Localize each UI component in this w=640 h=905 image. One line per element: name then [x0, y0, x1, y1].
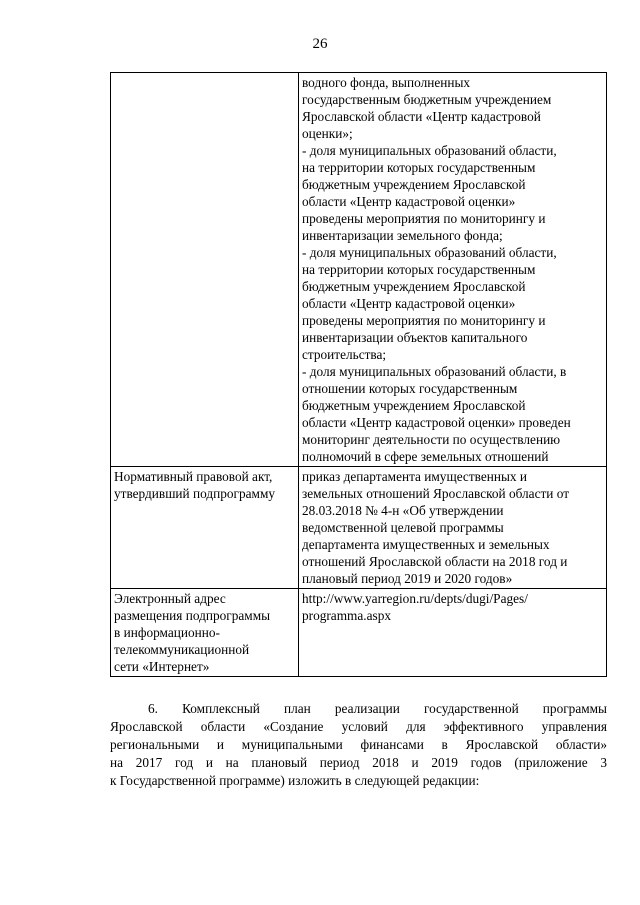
cell-line: бюджетным учреждением Ярославской [302, 177, 526, 192]
cell-line: проведены мероприятия по мониторингу и [302, 313, 546, 328]
cell-line: водного фонда, выполненных [302, 75, 471, 90]
cell-line: отношений Ярославской области на 2018 год и [302, 554, 568, 569]
cell-line: Ярославской области «Центр кадастровой [302, 109, 541, 124]
cell-line: области «Центр кадастровой оценки» проведен [302, 415, 571, 430]
cell-line: государственным бюджетным учреждением [302, 92, 552, 107]
table-cell-label-legal-act [111, 467, 299, 589]
cell-line: - доля муниципальных образований области, в [302, 364, 567, 379]
cell-line: мониторинг деятельности по осуществлению [302, 432, 561, 447]
paragraph-line: Ярославской области «Создание условий для эффективного управления [110, 719, 607, 734]
table-cell-web-address [299, 589, 607, 677]
cell-line: - доля муниципальных образований области, [302, 245, 557, 260]
cell-line: инвентаризации объектов капитального [302, 330, 528, 345]
page-number: 26 [312, 36, 328, 52]
cell-line: Нормативный правовой акт, [114, 469, 273, 484]
cell-line: инвентаризации земельного фонда; [302, 228, 503, 243]
paragraph-line: региональными и муниципальными финансами в Ярославской области» [110, 737, 607, 752]
table-cell-label-web-address [111, 589, 299, 677]
paragraph-line: на 2017 год и на плановый период 2018 и 2019 годов (приложение 3 [110, 755, 607, 770]
cell-line: оценки»; [302, 126, 353, 141]
body-paragraph [110, 700, 607, 790]
cell-line: земельных отношений Ярославской области от [302, 486, 570, 501]
cell-line: утвердивший подпрограмму [114, 486, 276, 501]
table-cell-indicators [299, 73, 607, 467]
cell-line: бюджетным учреждением Ярославской [302, 398, 526, 413]
table-cell-empty [111, 73, 299, 467]
cell-line: Электронный адрес [114, 591, 226, 606]
table-row [111, 73, 607, 467]
paragraph-line: 6. Комплексный план реализации государственной программы [148, 701, 607, 716]
cell-line: 28.03.2018 № 4-н «Об утверждении [302, 503, 504, 518]
cell-line: полномочий в сфере земельных отношений [302, 449, 549, 464]
cell-line: области «Центр кадастровой оценки» [302, 194, 516, 209]
cell-line: строительства; [302, 347, 387, 362]
cell-line: на территории которых государственным [302, 262, 536, 277]
cell-line: отношении которых государственным [302, 381, 518, 396]
subprogram-passport-table [110, 72, 607, 677]
web-address-line: http://www.yarregion.ru/depts/dugi/Pages/ [302, 591, 528, 606]
table-cell-legal-act [299, 467, 607, 589]
cell-line: на территории которых государственным [302, 160, 536, 175]
cell-line: - доля муниципальных образований области, [302, 143, 557, 158]
web-address-line: programma.aspx [302, 608, 391, 623]
cell-line: сети «Интернет» [114, 659, 210, 674]
cell-line: в информационно- [114, 625, 220, 640]
cell-line: бюджетным учреждением Ярославской [302, 279, 526, 294]
paragraph-line: к Государственной программе) изложить в следующей редакции: [110, 773, 480, 788]
cell-line: департамента имущественных и земельных [302, 537, 550, 552]
table-row [111, 467, 607, 589]
table-row [111, 589, 607, 677]
cell-line: размещения подпрограммы [114, 608, 271, 623]
cell-line: телекоммуникационной [114, 642, 250, 657]
cell-line: области «Центр кадастровой оценки» [302, 296, 516, 311]
cell-line: ведомственной целевой программы [302, 520, 504, 535]
cell-line: приказ департамента имущественных и [302, 469, 528, 484]
cell-line: проведены мероприятия по мониторингу и [302, 211, 546, 226]
cell-line: плановый период 2019 и 2020 годов» [302, 571, 513, 586]
